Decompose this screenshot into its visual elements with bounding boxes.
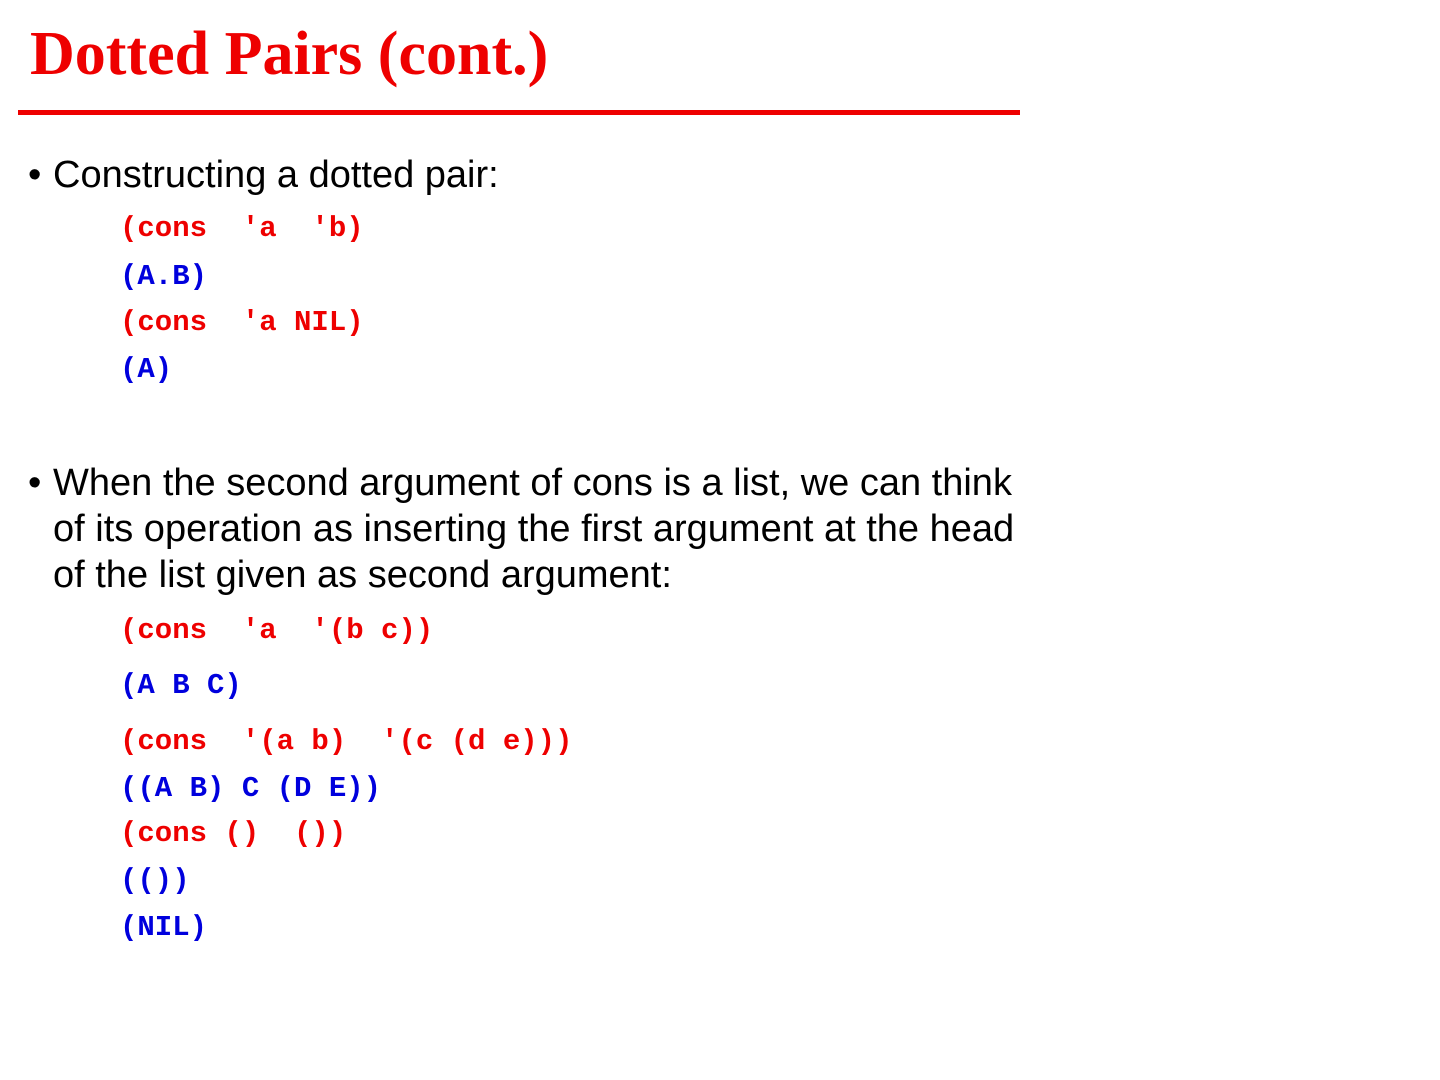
bullet-text: When the second argument of cons is a list, we can think of its operation as inserting the first argument at the head of the list given as second argument: <box>53 462 1015 596</box>
code-line: (A.B) <box>120 260 208 293</box>
code-line: ((A B) C (D E)) <box>120 772 382 805</box>
bullet-icon: • <box>28 154 42 196</box>
code-line: (A B C) <box>120 669 242 702</box>
code-line: (cons 'a 'b) <box>120 212 364 245</box>
code-line: (cons () ()) <box>120 817 347 850</box>
code-line: (cons 'a NIL) <box>120 306 364 339</box>
code-line: (A) <box>120 353 173 386</box>
code-line: (cons '(a b) '(c (d e))) <box>120 725 573 758</box>
code-line: (()) <box>120 864 190 897</box>
bullet-cons-with-list <box>28 460 1028 598</box>
bullet-icon: • <box>28 462 42 504</box>
code-line: (NIL) <box>120 911 208 944</box>
code-line: (cons 'a '(b c)) <box>120 614 434 647</box>
title-underline <box>18 110 1020 115</box>
bullet-constructing-dotted-pair <box>28 152 1028 198</box>
bullet-text: Constructing a dotted pair: <box>53 154 499 196</box>
slide-title: Dotted Pairs (cont.) <box>30 20 549 88</box>
